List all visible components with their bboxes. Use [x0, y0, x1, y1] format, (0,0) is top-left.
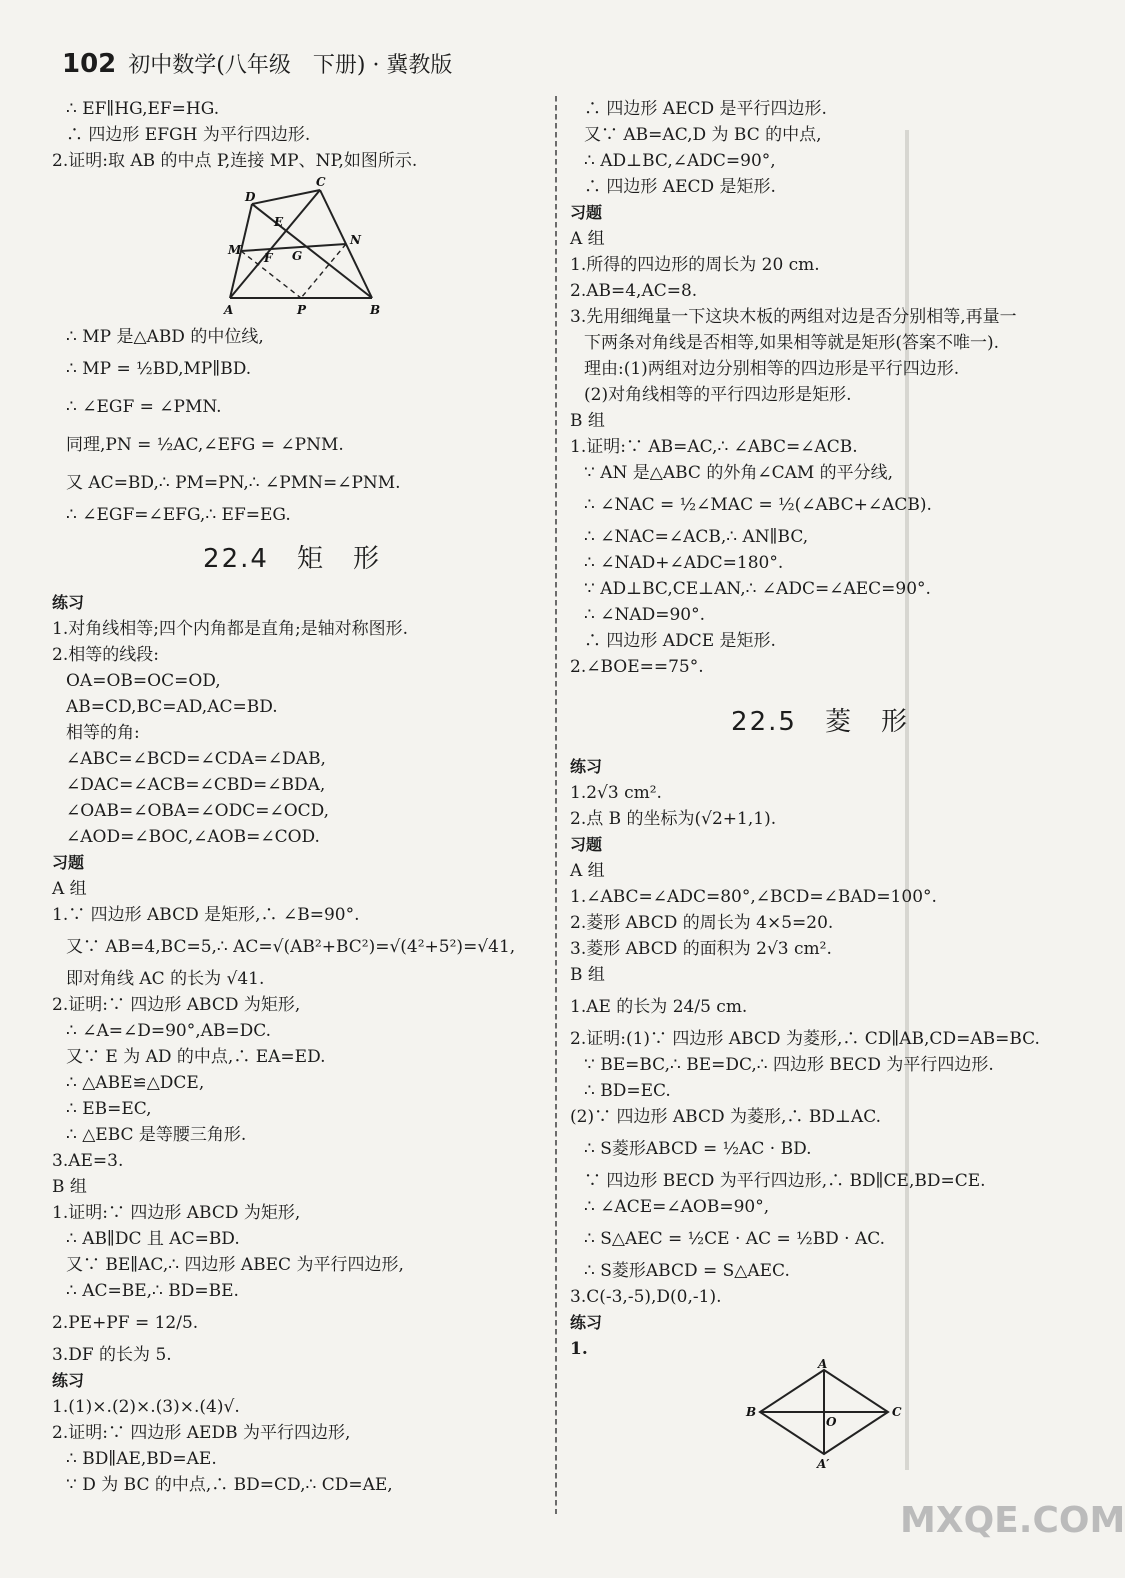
text-line: ∴ AB∥DC 且 AC=BD. — [66, 1229, 240, 1249]
text-line: ∠AOD=∠BOC,∠AOB=∠COD. — [66, 827, 320, 847]
text-line: 2.证明:∵ 四边形 AEDB 为平行四边形, — [52, 1423, 351, 1443]
text-line: ∴ △EBC 是等腰三角形. — [66, 1125, 247, 1145]
text-line: ∴ ∠NAD=90°. — [584, 605, 706, 625]
right-column — [570, 96, 1070, 1472]
page-number: 102 — [62, 49, 117, 79]
text-line: ∴ ∠EGF=∠EFG,∴ EF=EG. — [66, 505, 291, 525]
text-line: ∠ABC=∠BCD=∠CDA=∠DAB, — [66, 749, 326, 769]
watermark-logo: MXQE.COM — [900, 1500, 1125, 1541]
group-label: A 组 — [570, 229, 605, 249]
group-label: B 组 — [52, 1177, 87, 1197]
text-line: ∴ S菱形ABCD = ½AC · BD. — [584, 1139, 812, 1159]
text-line: 2.点 B 的坐标为(√2+1,1). — [570, 809, 777, 829]
fig-label: M — [228, 243, 242, 257]
fig-label: F — [264, 251, 273, 265]
text-line: 3.AE=3. — [52, 1151, 124, 1171]
text-line: 1.AE 的长为 24/5 cm. — [570, 997, 748, 1017]
text-line: ∠OAB=∠OBA=∠ODC=∠OCD, — [66, 801, 330, 821]
section-title: 22.4 矩 形 — [203, 544, 381, 574]
text-line: 又∵ BE∥AC,∴ 四边形 ABEC 为平行四边形, — [66, 1255, 404, 1275]
fig-label: E — [274, 215, 284, 229]
exercise-label: 习题 — [570, 203, 603, 222]
text-line: ∴ S菱形ABCD = S△AEC. — [584, 1261, 790, 1281]
text-line: ∴ ∠ACE=∠AOB=90°, — [584, 1197, 770, 1217]
text-line: 2.证明:∵ 四边形 ABCD 为矩形, — [52, 995, 301, 1015]
text-line: 1.证明:∵ AB=AC,∴ ∠ABC=∠ACB. — [570, 437, 858, 457]
text-line: AB=CD,BC=AD,AC=BD. — [66, 697, 278, 717]
text-line: ∵ BE=BC,∴ BE=DC,∴ 四边形 BECD 为平行四边形. — [584, 1055, 994, 1075]
text-line: 相等的角: — [66, 723, 140, 743]
fig-label: D — [245, 190, 256, 204]
text-line: ∵ AD⊥BC,CE⊥AN,∴ ∠ADC=∠AEC=90°. — [584, 579, 931, 599]
book-title: 初中数学(八年级 下册) · 冀教版 — [128, 53, 453, 78]
fig-label: P — [297, 303, 307, 317]
group-label: B 组 — [570, 411, 605, 431]
text-line: 2.AB=4,AC=8. — [570, 281, 698, 301]
text-line: 2.证明:取 AB 的中点 P,连接 MP、NP,如图所示. — [52, 151, 418, 171]
text-line: 3.先用细绳量一下这块木板的两组对边是否分别相等,再量一 — [570, 307, 1017, 327]
text-line: 又∵ AB=AC,D 为 BC 的中点, — [584, 125, 822, 145]
rhombus-figure — [570, 1357, 1070, 1472]
text-line: ∴ ∠EGF = ∠PMN. — [66, 397, 222, 417]
text-line: ∴ AC=BE,∴ BD=BE. — [66, 1281, 239, 1301]
exercise-label: 习题 — [52, 853, 85, 872]
text-line: ∴ 四边形 AECD 是平行四边形. — [584, 99, 827, 119]
section-title: 22.5 菱 形 — [731, 707, 909, 737]
group-label: A 组 — [52, 879, 87, 899]
practice-label: 练习 — [570, 1313, 603, 1332]
text-line: 又∵ E 为 AD 的中点,∴ EA=ED. — [66, 1047, 326, 1067]
text-line: ∴ BD=EC. — [584, 1081, 671, 1101]
text-line: 1.证明:∵ 四边形 ABCD 为矩形, — [52, 1203, 301, 1223]
text-line: 3.菱形 ABCD 的面积为 2√3 cm². — [570, 939, 832, 959]
text-line: ∴ 四边形 EFGH 为平行四边形. — [66, 125, 311, 145]
text-line: ∴ ∠A=∠D=90°,AB=DC. — [66, 1021, 272, 1041]
text-line: ∴ 四边形 ADCE 是矩形. — [584, 631, 776, 651]
fig-label: A — [224, 303, 234, 317]
text-line: ∴ ∠NAC=∠ACB,∴ AN∥BC, — [584, 527, 809, 547]
text-line: (2)对角线相等的平行四边形是矩形. — [584, 385, 852, 405]
text-line: ∴ S△AEC = ½CE · AC = ½BD · AC. — [584, 1229, 886, 1249]
practice-label: 练习 — [52, 593, 85, 612]
text-line: 1.∠ABC=∠ADC=80°,∠BCD=∠BAD=100°. — [570, 887, 937, 907]
text-line: ∴ △ABE≌△DCE, — [66, 1073, 205, 1093]
fig-label: C — [892, 1405, 902, 1419]
text-line: OA=OB=OC=OD, — [66, 671, 221, 691]
text-line: 即对角线 AC 的长为 √41. — [66, 969, 265, 989]
text-line: 3.C(-3,-5),D(0,-1). — [570, 1287, 722, 1307]
text-line: ∴ 四边形 AECD 是矩形. — [584, 177, 776, 197]
group-label: A 组 — [570, 861, 605, 881]
text-line: 又∵ AB=4,BC=5,∴ AC=√(AB²+BC²)=√(4²+5²)=√41, — [66, 937, 516, 957]
text-line: ∠DAC=∠ACB=∠CBD=∠BDA, — [66, 775, 326, 795]
text-line: 1.∵ 四边形 ABCD 是矩形,∴ ∠B=90°. — [52, 905, 360, 925]
text-line: 1.对角线相等;四个内角都是直角;是轴对称图形. — [52, 619, 409, 639]
text-line: ∵ AN 是△ABC 的外角∠CAM 的平分线, — [584, 463, 894, 483]
column-divider — [555, 96, 557, 1514]
text-line: 2.PE+PF = 12/5. — [52, 1313, 199, 1333]
left-column — [52, 96, 532, 1498]
text-line: 同理,PN = ½AC,∠EFG = ∠PNM. — [66, 435, 344, 455]
exercise-label: 习题 — [570, 835, 603, 854]
trapezoid-figure — [52, 174, 532, 324]
text-line: 理由:(1)两组对边分别相等的四边形是平行四边形. — [584, 359, 960, 379]
page-header — [62, 48, 452, 79]
fig-label: N — [350, 233, 361, 247]
text-line: 1.2√3 cm². — [570, 783, 662, 803]
text-line: ∴ MP = ½BD,MP∥BD. — [66, 359, 252, 379]
text-line: ∵ 四边形 BECD 为平行四边形,∴ BD∥CE,BD=CE. — [584, 1171, 986, 1191]
text-line: ∴ ∠NAC = ½∠MAC = ½(∠ABC+∠ACB). — [584, 495, 932, 515]
text-line: 1.(1)×.(2)×.(3)×.(4)√. — [52, 1397, 240, 1417]
fig-label: A — [818, 1357, 828, 1371]
text-line: 2.∠BOE==75°. — [570, 657, 704, 677]
fig-label: G — [292, 249, 303, 263]
fig-label: C — [316, 175, 326, 189]
fig-label: O — [826, 1415, 837, 1429]
group-label: B 组 — [570, 965, 605, 985]
fig-label: B — [370, 303, 381, 317]
text-line: ∴ AD⊥BC,∠ADC=90°, — [584, 151, 776, 171]
text-line: ∴ ∠NAD+∠ADC=180°. — [584, 553, 784, 573]
text-line: 1. — [570, 1339, 588, 1359]
text-line: (2)∵ 四边形 ABCD 为菱形,∴ BD⊥AC. — [570, 1107, 882, 1127]
fig-label: A′ — [817, 1457, 830, 1471]
text-line: ∴ MP 是△ABD 的中位线, — [66, 327, 264, 347]
text-line: 3.DF 的长为 5. — [52, 1345, 172, 1365]
text-line: ∴ EF∥HG,EF=HG. — [66, 99, 220, 119]
text-line: 2.相等的线段: — [52, 645, 159, 665]
text-line: 2.菱形 ABCD 的周长为 4×5=20. — [570, 913, 834, 933]
fig-label: B — [746, 1405, 757, 1419]
text-line: ∴ BD∥AE,BD=AE. — [66, 1449, 217, 1469]
practice-label: 练习 — [52, 1371, 85, 1390]
text-line: 又 AC=BD,∴ PM=PN,∴ ∠PMN=∠PNM. — [66, 473, 401, 493]
text-line: 2.证明:(1)∵ 四边形 ABCD 为菱形,∴ CD∥AB,CD=AB=BC. — [570, 1029, 1040, 1049]
text-line: ∵ D 为 BC 的中点,∴ BD=CD,∴ CD=AE, — [66, 1475, 393, 1495]
text-line: 下两条对角线是否相等,如果相等就是矩形(答案不唯一). — [584, 333, 1000, 353]
text-line: 1.所得的四边形的周长为 20 cm. — [570, 255, 820, 275]
text-line: ∴ EB=EC, — [66, 1099, 152, 1119]
practice-label: 练习 — [570, 757, 603, 776]
